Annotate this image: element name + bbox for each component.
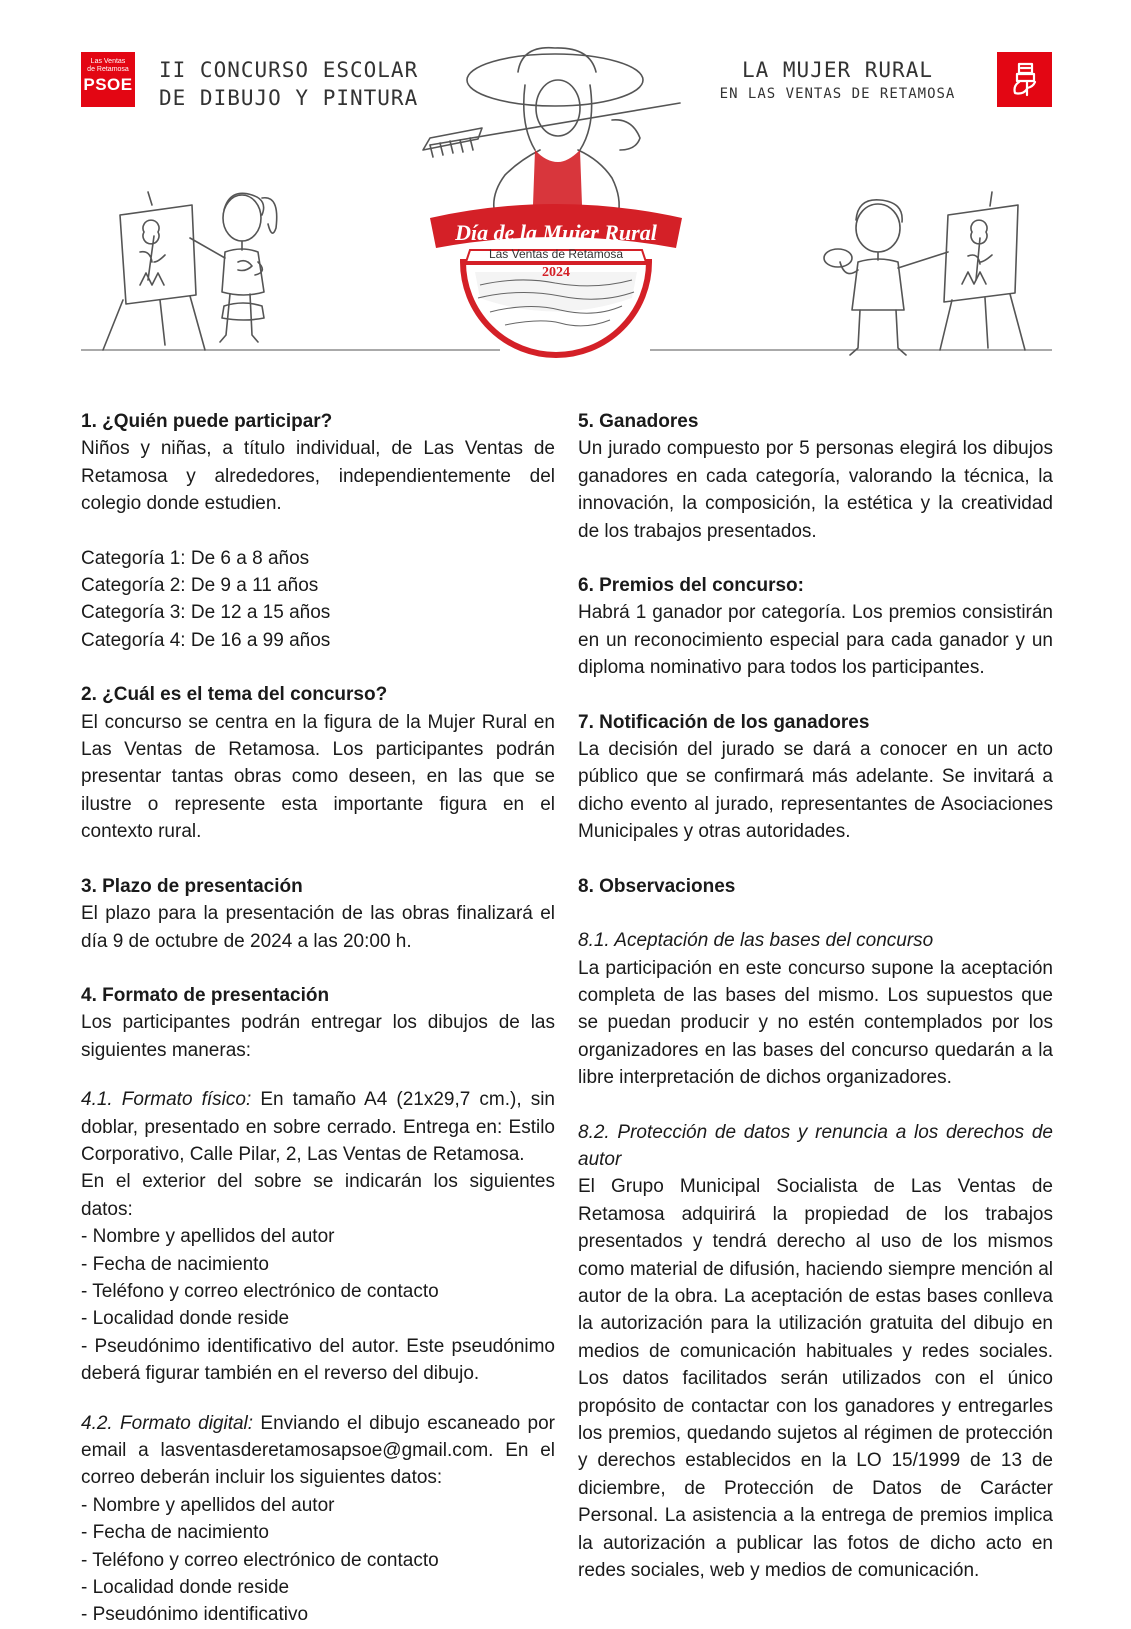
left-child-drawing (190, 193, 277, 342)
category-4: Categoría 4: De 16 a 99 años (81, 629, 331, 651)
physical-item-4: - Localidad donde reside (81, 1308, 290, 1330)
physical-item-5: - Pseudónimo identificativo del autor. Este pseudónimo deberá figurar también en el reverso del dibujo. (81, 1335, 555, 1385)
physical-format-label: 4.1. Formato físico: (81, 1089, 252, 1111)
section-8-2-title: 8.2. Protección de datos y renuncia a los derechos de autor (578, 1121, 1053, 1170)
section-8-2-text: El Grupo Municipal Socialista de Las Ventas de Retamosa adquirirá la propiedad de los trabajos presentados y tendrá derecho al uso de los mismos como material de difusión, haciendo siempre mención al autor de la obra. La aceptación de estas bases conlleva la autorización para la utilización gratuita del dibujo en medios de comunicación habituales y redes sociales. Los datos facilitados serán utilizados con el único propósito de contactar con los ganadores y entregarles los premios, quedando sujetos al régimen de protección y derechos establecidos en la LO 15/1999 de 13 de diciembre, de Protección de Datos de Carácter Personal. La asistencia a la entrega de premios implica la autorización a publicar las fotos de dicho acto en redes sociales, web y medios de comunicación. (578, 1176, 1053, 1582)
right-column (578, 408, 1053, 1584)
section-6-text: Habrá 1 ganador por categoría. Los premios consistirán en un reconocimiento especial para cada ganador y un diploma nominativo para todos los participantes. (578, 602, 1053, 679)
physical-format (81, 1086, 555, 1168)
physical-item-3: - Teléfono y correo electrónico de contacto (81, 1280, 439, 1302)
badge-year: 2024 (542, 265, 570, 280)
badge-title: Día de la Mujer Rural (455, 220, 657, 245)
section-8-1-title: 8.1. Aceptación de las bases del concurso (578, 930, 934, 952)
digital-item-3: - Teléfono y correo electrónico de contacto (81, 1549, 439, 1571)
section-3-text: El plazo para la presentación de las obras finalizará el día 9 de octubre de 2024 a las 20:00 h. (81, 903, 555, 952)
section-5-title: 5. Ganadores (578, 411, 699, 432)
section-1-text: Niños y niñas, a título individual, de Las Ventas de Retamosa y alrededores, independientemente del colegio donde estudien. (81, 438, 555, 515)
digital-item-2: - Fecha de nacimiento (81, 1522, 269, 1544)
physical-format-text: En tamaño A4 (21x29,7 cm.), sin doblar, presentado en sobre cerrado. Entrega en: Estilo Corporativo, Calle Pilar, 2, Las Ventas de Retamosa. (81, 1089, 555, 1165)
physical-item-2: - Fecha de nacimiento (81, 1253, 269, 1275)
right-child-drawing (824, 200, 948, 355)
category-2: Categoría 2: De 9 a 11 años (81, 575, 319, 597)
section-2-text: El concurso se centra en la figura de la Mujer Rural en Las Ventas de Retamosa. Los participantes podrán presentar tantas obras como deseen, en las que se ilustre o represente esta importante figura en el contexto rural. (81, 711, 555, 843)
section-8-1-text: La participación en este concurso supone la aceptación completa de las bases del mismo. Los supuestos que se puedan producir y no estén contemplados por los organizadores en las bases del concurso quedarán a la libre interpretación de dichos organizadores. (578, 957, 1053, 1089)
illustration (0, 0, 1131, 370)
physical-item-1: - Nombre y apellidos del autor (81, 1226, 335, 1248)
right-easel-drawing (940, 192, 1025, 350)
section-8-title: 8. Observaciones (578, 875, 736, 897)
digital-item-4: - Localidad donde reside (81, 1577, 290, 1599)
badge-subtitle: Las Ventas de Retamosa (488, 247, 624, 261)
section-7-title: 7. Notificación de los ganadores (578, 711, 870, 733)
psoe-logo-town-line2: de Retamosa (87, 66, 129, 73)
psoe-logo-text: PSOE (83, 75, 133, 94)
day-badge (430, 204, 682, 355)
psoe-logo-town-line1: Las Ventas (90, 58, 126, 65)
contest-title-line2: DE DIBUJO Y PINTURA (159, 86, 419, 110)
section-4-text: Los participantes podrán entregar los dibujos de las siguientes maneras: (81, 1012, 555, 1061)
section-6-title: 6. Premios del concurso: (578, 575, 804, 597)
digital-format-text: Enviando el dibujo escaneado por email a lasventasderetamosapsoe@gmail.com. En el correo deberán incluir los siguientes datos: (81, 1412, 555, 1489)
category-3: Categoría 3: De 12 a 15 años (81, 602, 331, 624)
poster-header (0, 0, 1131, 370)
theme-title-line2: EN LAS VENTAS DE RETAMOSA (719, 86, 956, 102)
red-apron (533, 150, 582, 205)
physical-format-intro: En el exterior del sobre se indicarán los siguientes datos: (81, 1171, 555, 1220)
digital-item-5: - Pseudónimo identificativo (81, 1604, 309, 1626)
digital-format (81, 1410, 555, 1492)
section-5-text: Un jurado compuesto por 5 personas elegirá los dibujos ganadores en cada categoría, valorando la técnica, la innovación, la composición, la estética y la creatividad de los trabajos presentados. (578, 438, 1053, 542)
category-1: Categoría 1: De 6 a 8 años (81, 547, 310, 569)
section-3-title: 3. Plazo de presentación (81, 875, 303, 897)
section-2-title: 2. ¿Cuál es el tema del concurso? (81, 684, 388, 706)
left-easel-drawing (103, 192, 205, 350)
digital-item-1: - Nombre y apellidos del autor (81, 1494, 335, 1516)
section-7-text: La decisión del jurado se dará a conocer en un acto público que se confirmará más adelante. Se invitará a dicho evento al jurado, representantes de Asociaciones Municipales y otras autoridades. (578, 739, 1053, 843)
section-4-title: 4. Formato de presentación (81, 984, 330, 1006)
contest-title-line1: II CONCURSO ESCOLAR (159, 58, 419, 82)
digital-format-label: 4.2. Formato digital: (81, 1412, 254, 1434)
left-column (81, 408, 555, 1629)
section-1-title: 1. ¿Quién puede participar? (81, 411, 333, 432)
theme-title-line1: LA MUJER RURAL (741, 58, 933, 82)
